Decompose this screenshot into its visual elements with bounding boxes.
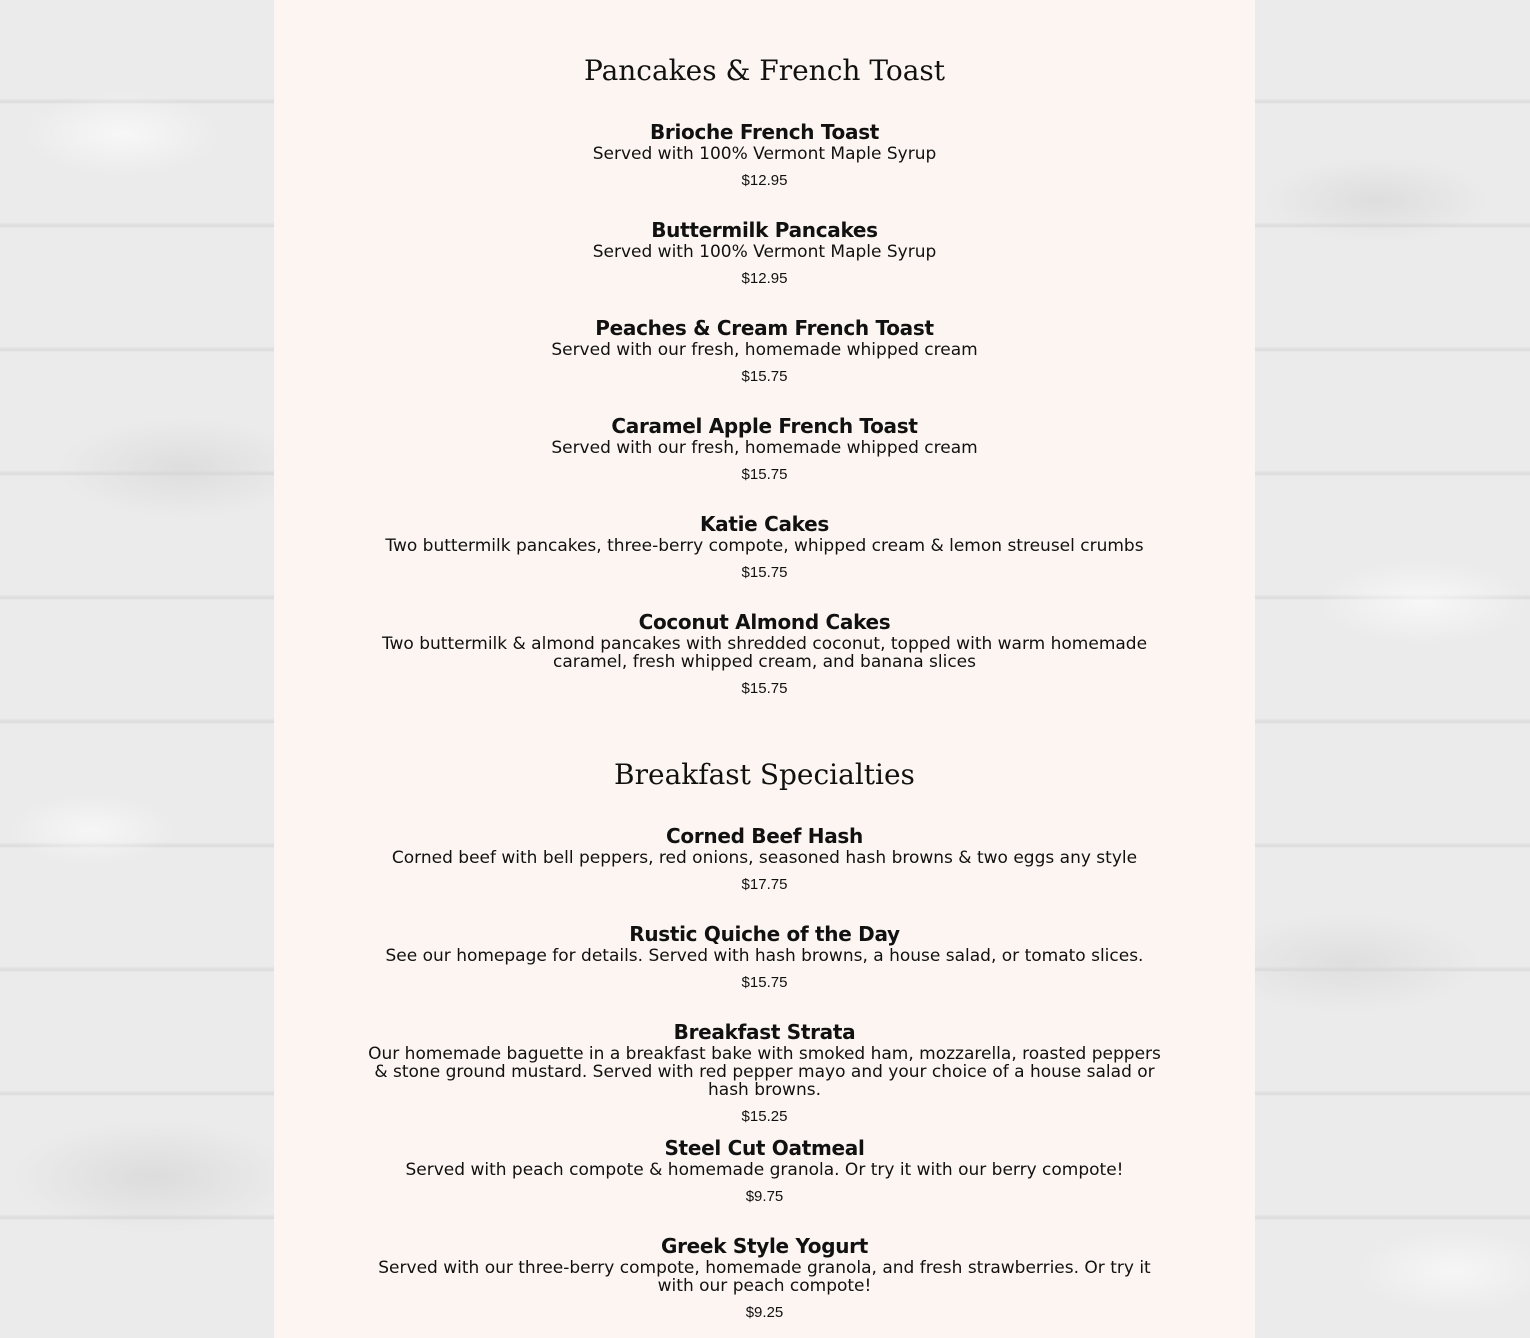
menu-item	[364, 921, 1165, 992]
menu-item-price: $9.75	[745, 1188, 784, 1205]
menu-item-name: Corned Beef Hash	[666, 824, 863, 848]
menu-item	[364, 511, 1165, 582]
menu-item-price: $12.95	[741, 270, 788, 287]
menu-item	[364, 119, 1165, 190]
menu-item-name: Peaches & Cream French Toast	[595, 316, 934, 340]
menu-item	[364, 315, 1165, 386]
menu-item-price: $15.75	[741, 564, 788, 581]
menu-item-description: See our homepage for details. Served with hash browns, a house salad, or tomato slices.	[385, 946, 1144, 966]
menu-item	[364, 823, 1165, 894]
menu-item-name: Buttermilk Pancakes	[651, 218, 878, 242]
menu-item-description: Corned beef with bell peppers, red onions, seasoned hash browns & two eggs any style	[391, 848, 1138, 868]
section-title-breakfast-specialties: Breakfast Specialties	[614, 758, 915, 791]
menu-item-description: Served with 100% Vermont Maple Syrup	[592, 144, 937, 164]
menu-item-price: $15.75	[741, 368, 788, 385]
menu-item-price: $15.75	[741, 466, 788, 483]
menu-item-name: Brioche French Toast	[649, 120, 880, 144]
menu-item	[364, 609, 1165, 698]
menu-item-description: Served with our three-berry compote, homemade granola, and fresh strawberries. Or try it with our peach compote!	[378, 1258, 1151, 1296]
menu-item-name: Steel Cut Oatmeal	[664, 1136, 865, 1160]
menu-item-price: $9.25	[745, 1304, 784, 1321]
menu-item	[364, 1135, 1165, 1206]
menu-item-description: Served with our fresh, homemade whipped cream	[551, 340, 978, 360]
menu-item-price: $15.25	[741, 1108, 788, 1125]
section-title-pancakes: Pancakes & French Toast	[583, 54, 946, 87]
menu-item-name: Breakfast Strata	[673, 1020, 856, 1044]
menu-item	[364, 413, 1165, 484]
menu-item-description: Two buttermilk & almond pancakes with shredded coconut, topped with warm homemade caramel, fresh whipped cream, and banana slices	[381, 634, 1148, 672]
menu-item-name: Caramel Apple French Toast	[611, 414, 918, 438]
menu-item-name: Coconut Almond Cakes	[638, 610, 891, 634]
menu-item-name: Greek Style Yogurt	[660, 1234, 869, 1258]
menu-item-description: Served with 100% Vermont Maple Syrup	[592, 242, 937, 262]
menu-item	[364, 217, 1165, 288]
menu-item-price: $15.75	[741, 974, 788, 991]
menu-item	[364, 1233, 1165, 1322]
menu-item-price: $12.95	[741, 172, 788, 189]
menu-item-name: Katie Cakes	[699, 512, 830, 536]
menu-item-description: Served with peach compote & homemade granola. Or try it with our berry compote!	[405, 1160, 1124, 1180]
menu-item-description: Two buttermilk pancakes, three-berry compote, whipped cream & lemon streusel crumbs	[385, 536, 1144, 556]
menu-item-price: $15.75	[741, 680, 788, 697]
menu-item-price: $17.75	[741, 876, 788, 893]
menu-item	[364, 1019, 1165, 1126]
menu-item-description: Our homemade baguette in a breakfast bake with smoked ham, mozzarella, roasted peppers & stone ground mustard. Served with red pepper mayo and your choice of a house salad or hash browns.	[368, 1044, 1161, 1100]
menu-item-name: Rustic Quiche of the Day	[629, 922, 900, 946]
menu-item-description: Served with our fresh, homemade whipped cream	[551, 438, 978, 458]
menu-panel	[274, 0, 1255, 1338]
